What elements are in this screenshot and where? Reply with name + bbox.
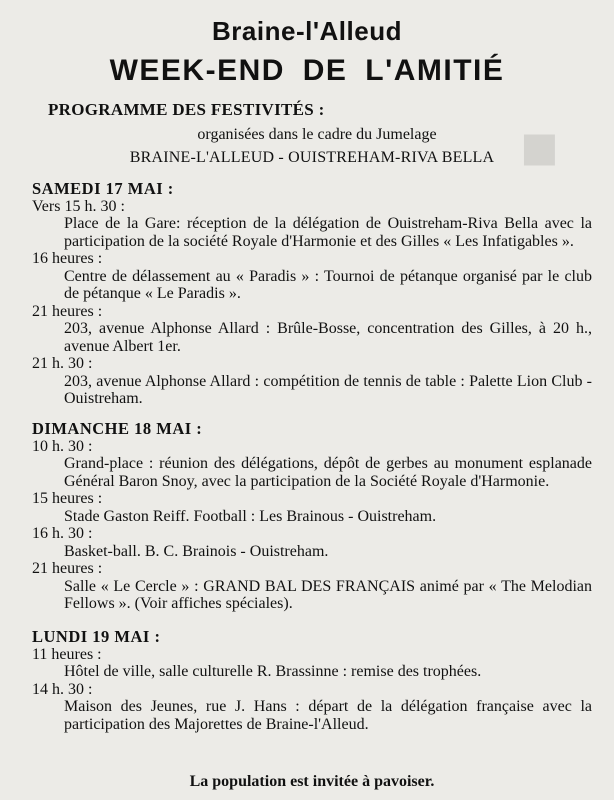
day-section-sunday (32, 420, 592, 613)
event-time: 21 heures : (32, 560, 103, 577)
town-title: Braine-l'Alleud (212, 16, 402, 46)
event-description: Stade Gaston Reiff. Football : Les Brainous - Ouistreham. (64, 507, 437, 525)
day-title: DIMANCHE 18 MAI : (32, 419, 203, 438)
event-time: Vers 15 h. 30 : (32, 197, 125, 215)
event-title: WEEK-END DE L'AMITIÉ (109, 54, 505, 87)
programme-subtitle: organisées dans le cadre du Jumelage (197, 126, 437, 143)
event-time: 14 h. 30 : (32, 680, 93, 698)
event-time: 16 heures : (32, 250, 103, 267)
event-time: 16 h. 30 : (32, 525, 93, 542)
footer-note: La population est invitée à pavoiser. (189, 773, 435, 790)
event-time: 15 heures : (32, 490, 103, 507)
event-time: 11 heures : (32, 645, 102, 663)
event-description: 203, avenue Alphonse Allard : Brûle-Bosse, concentration des Gilles, à 20 h., avenue Albert 1er. (64, 320, 592, 355)
event-time: 10 h. 30 : (32, 437, 93, 455)
day-title: LUNDI 19 MAI : (32, 627, 161, 646)
event-description: Grand-place : réunion des délégations, dépôt de gerbes au monument esplanade Général Baron Snoy, avec la participation de la Société Royale d'Harmonie. (64, 455, 592, 490)
event-description: Maison des Jeunes, rue J. Hans : départ de la délégation française avec la participation des Majorettes de Braine-l'Alleud. (64, 698, 592, 733)
event-time: 21 h. 30 : (32, 355, 93, 372)
event-description: Centre de délassement au « Paradis » : Tournoi de pétanque organisé par le club de pétanque « Le Paradis ». (64, 267, 592, 302)
event-description: 203, avenue Alphonse Allard : compétition de tennis de table : Palette Lion Club - Ouistreham. (64, 372, 592, 407)
day-title: SAMEDI 17 MAI : (32, 179, 174, 198)
day-section-saturday (32, 180, 592, 408)
event-description: Salle « Le Cercle » : GRAND BAL DES FRANÇAIS animé par « The Melodian Fellows ». (Voir affiches spéciales). (64, 577, 592, 612)
event-time: 21 heures : (32, 302, 103, 320)
event-description: Basket-ball. B. C. Brainois - Ouistreham. (64, 542, 329, 560)
event-description: Hôtel de ville, salle culturelle R. Brassinne : remise des trophées. (64, 663, 482, 680)
programme-heading: PROGRAMME DES FESTIVITÉS : (48, 100, 325, 119)
day-section-monday (32, 628, 592, 733)
programme-cities: BRAINE-L'ALLEUD - OUISTREHAM-RIVA BELLA (129, 149, 495, 166)
event-description: Place de la Gare: réception de la délégation de Ouistreham-Riva Bella avec la participation de la société Royale d'Harmonie et des Gilles « Les Infatigables ». (64, 215, 592, 250)
bleed-through-mark: ■ (520, 111, 559, 183)
